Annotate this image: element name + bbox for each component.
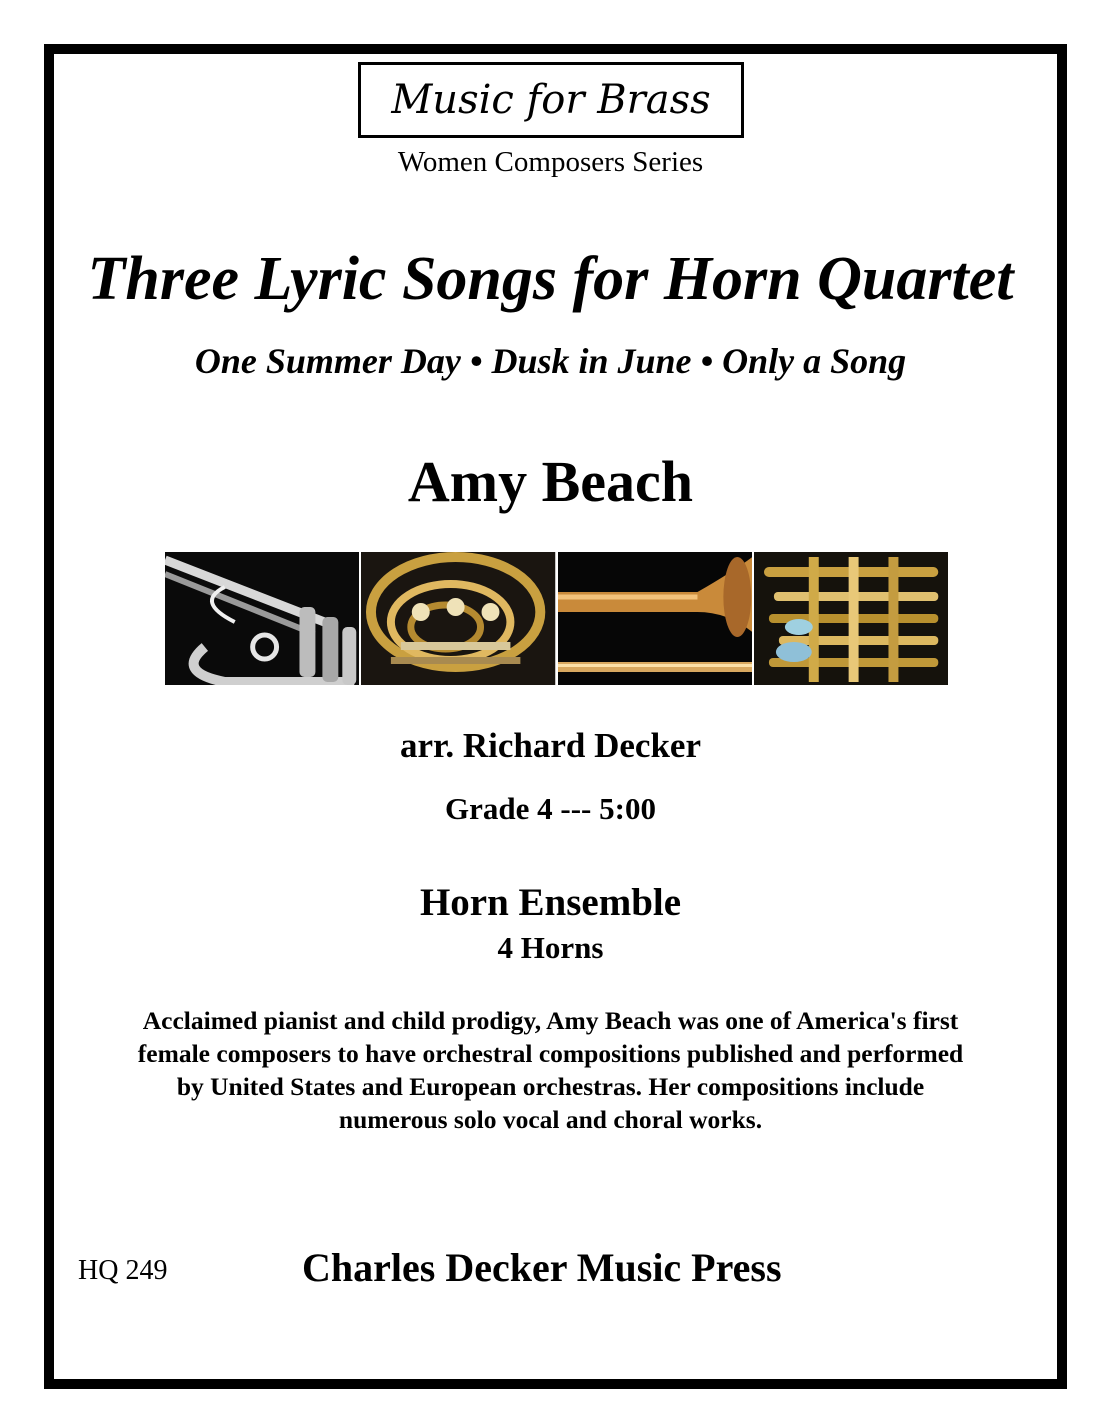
description-line: female composers to have orchestral compositions published and performed (137, 1039, 964, 1068)
series-logo-text: Music for Brass (391, 77, 711, 123)
work-title: Three Lyric Songs for Horn Quartet (87, 245, 1014, 313)
series-name: Women Composers Series (397, 146, 704, 178)
description-line: numerous solo vocal and choral works. (338, 1105, 763, 1134)
french-horn-photo (361, 552, 555, 685)
description-line: by United States and European orchestras. Her compositions include (176, 1072, 925, 1101)
instrumentation: 4 Horns (497, 930, 604, 965)
instrument-photo-strip (165, 552, 948, 685)
movement-list: One Summer Day • Dusk in June • Only a Song (194, 341, 907, 381)
trumpet-photo (165, 552, 359, 685)
publisher-name: Charles Decker Music Press (302, 1245, 782, 1290)
description-line: Acclaimed pianist and child prodigy, Amy Beach was one of America's first (142, 1006, 959, 1035)
tuba-photo (754, 552, 948, 685)
arranger-credit: arr. Richard Decker (400, 726, 701, 765)
ensemble-type: Horn Ensemble (419, 881, 682, 924)
catalog-number: HQ 249 (78, 1255, 168, 1286)
grade-duration: Grade 4 --- 5:00 (445, 791, 656, 826)
series-logo-box (358, 62, 744, 138)
trombone-photo (558, 552, 752, 685)
composer-description (0, 1004, 1101, 1136)
composer-name: Amy Beach (407, 449, 694, 514)
